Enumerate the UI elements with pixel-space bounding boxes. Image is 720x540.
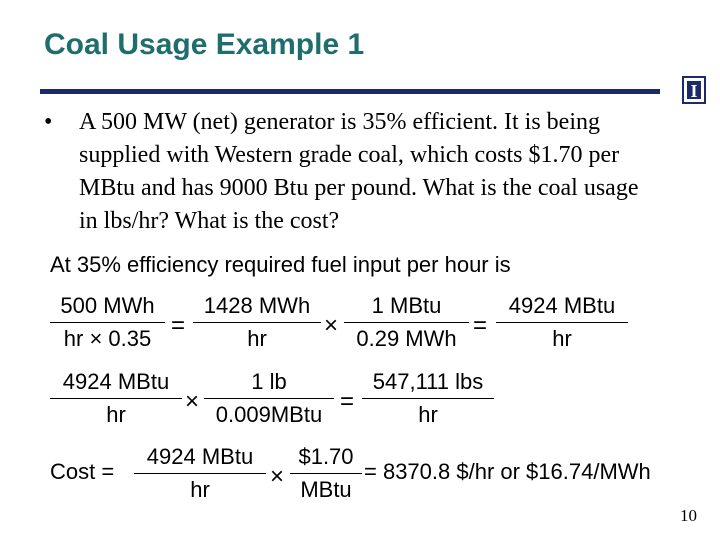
numerator: 1 lb bbox=[251, 369, 287, 394]
fraction bbox=[344, 292, 469, 353]
numerator: 4924 MBtu bbox=[146, 444, 254, 469]
equals-sign: = bbox=[340, 388, 355, 415]
denominator: hr bbox=[106, 402, 126, 427]
page-number: 10 bbox=[680, 506, 697, 525]
cost-result: = 8370.8 $/hr or $16.74/MWh bbox=[364, 459, 651, 484]
numerator: $1.70 bbox=[298, 444, 354, 469]
fraction-bar bbox=[496, 322, 628, 323]
fraction-bar bbox=[50, 322, 165, 323]
fraction bbox=[204, 368, 334, 429]
numerator: 500 MWh bbox=[60, 293, 155, 318]
university-logo bbox=[682, 76, 706, 104]
equals-sign: = bbox=[171, 312, 186, 339]
fraction-bar bbox=[193, 322, 321, 323]
denominator: MBtu bbox=[300, 477, 352, 502]
denominator: hr bbox=[552, 326, 572, 351]
times-sign: × bbox=[324, 312, 339, 339]
fraction bbox=[362, 368, 494, 429]
fraction bbox=[193, 292, 321, 353]
bullet-icon: • bbox=[44, 109, 53, 135]
denominator: hr bbox=[418, 402, 438, 427]
denominator: hr bbox=[190, 477, 210, 502]
cost-label: Cost = bbox=[50, 459, 115, 484]
fraction-bar bbox=[290, 473, 362, 474]
title-underline bbox=[40, 89, 660, 94]
fraction bbox=[50, 292, 165, 353]
slide-title: Coal Usage Example 1 bbox=[44, 28, 365, 61]
equals-sign: = bbox=[473, 312, 488, 339]
denominator: hr × 0.35 bbox=[63, 326, 152, 351]
times-sign: × bbox=[270, 463, 285, 490]
logo-letter: I bbox=[690, 81, 698, 101]
numerator: 4924 MBtu bbox=[508, 293, 616, 318]
fraction-bar bbox=[134, 473, 266, 474]
fraction-bar bbox=[362, 398, 494, 399]
times-sign: × bbox=[185, 388, 200, 415]
logo-background bbox=[687, 81, 701, 99]
numerator: 1 MBtu bbox=[371, 293, 442, 318]
problem-text: A 500 MW (net) generator is 35% efficient. It is being supplied with Western grade coal, which costs $1.70 per MBtu and has 9000 Btu per pound. What is the coal usage in lbs/hr? What is the cost? bbox=[79, 109, 639, 234]
fraction-bar bbox=[204, 398, 334, 399]
fraction bbox=[290, 443, 362, 504]
fraction-bar bbox=[50, 398, 182, 399]
denominator: hr bbox=[247, 326, 267, 351]
equation-intro: At 35% efficiency required fuel input per hour is bbox=[50, 252, 511, 277]
numerator: 4924 MBtu bbox=[62, 369, 170, 394]
denominator: 0.29 MWh bbox=[356, 326, 457, 351]
fraction bbox=[50, 368, 182, 429]
numerator: 1428 MWh bbox=[203, 293, 311, 318]
numerator: 547,111 lbs bbox=[372, 369, 484, 394]
fraction bbox=[134, 443, 266, 504]
fraction bbox=[496, 292, 628, 353]
fraction-bar bbox=[344, 322, 469, 323]
denominator: 0.009MBtu bbox=[215, 402, 323, 427]
